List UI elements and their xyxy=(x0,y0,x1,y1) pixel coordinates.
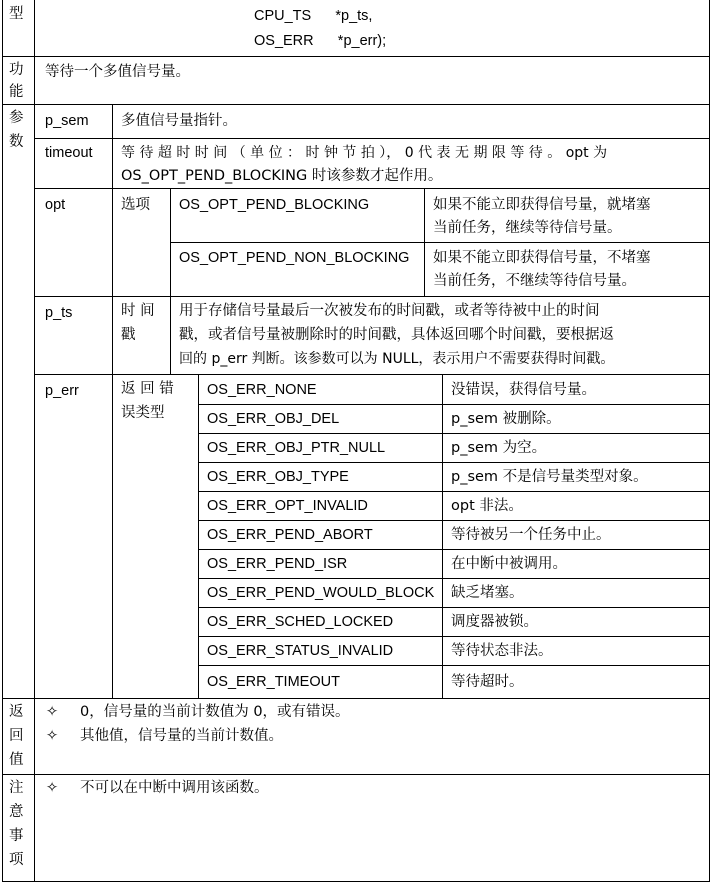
error-desc: 缺乏堵塞。 xyxy=(451,585,524,601)
bullet-icon: ✧ xyxy=(46,704,59,720)
error-desc: p_sem 不是信号量类型对象。 xyxy=(451,469,648,485)
return-item-1: 0，信号量的当前计数值为 0，或有错误。 xyxy=(80,704,350,720)
error-code: OS_ERR_OPT_INVALID xyxy=(207,498,368,514)
bullet-icon: ✧ xyxy=(46,728,59,744)
error-code: OS_ERR_PEND_ABORT xyxy=(207,527,373,543)
notes-label-2: 意 xyxy=(9,804,24,820)
error-desc: p_sem 被删除。 xyxy=(451,411,561,427)
return-label-1: 返 xyxy=(9,704,24,720)
param-p-ts-sublabel-2: 戳 xyxy=(121,327,136,343)
param-p-ts-desc-3: 回的 p_err 判断。该参数可以为 NULL，表示用户不需要获得时间戳。 xyxy=(179,351,615,367)
notes-label-3: 事 xyxy=(9,828,24,844)
opt-non-blocking-name: OS_OPT_PEND_NON_BLOCKING xyxy=(179,250,410,266)
opt-non-blocking-desc-1: 如果不能立即获得信号量，不堵塞 xyxy=(433,250,651,266)
error-code: OS_ERR_NONE xyxy=(207,382,317,398)
error-code: OS_ERR_PEND_ISR xyxy=(207,556,348,572)
error-desc: p_sem 为空。 xyxy=(451,440,547,456)
error-desc: 调度器被锁。 xyxy=(451,614,538,630)
function-text: 等待一个多值信号量。 xyxy=(45,64,190,80)
param-p-ts-sublabel-1: 时 间 xyxy=(121,303,155,319)
notes-label-4: 项 xyxy=(9,852,24,868)
opt-blocking-name: OS_OPT_PEND_BLOCKING xyxy=(179,197,370,213)
opt-blocking-desc-2: 当前任务，继续等待信号量。 xyxy=(433,220,622,236)
param-opt-sublabel: 选项 xyxy=(121,197,150,213)
opt-non-blocking-desc-2: 当前任务，不继续等待信号量。 xyxy=(433,273,636,289)
param-p-ts-desc-1: 用于存储信号量最后一次被发布的时间戳，或者等待被中止的时间 xyxy=(179,303,600,319)
error-code: OS_ERR_TIMEOUT xyxy=(207,674,340,690)
prototype-label: 型 xyxy=(9,6,24,22)
prototype-line-1: CPU_TS *p_ts, xyxy=(254,8,373,24)
error-desc: 没错误，获得信号量。 xyxy=(451,382,596,398)
error-desc: 等待超时。 xyxy=(451,674,524,690)
error-desc: 等待状态非法。 xyxy=(451,643,553,659)
error-code: OS_ERR_OBJ_PTR_NULL xyxy=(207,440,386,456)
function-label-1: 功 xyxy=(9,62,24,78)
function-label-2: 能 xyxy=(9,84,24,100)
error-desc: 等待被另一个任务中止。 xyxy=(451,527,611,543)
param-p-ts-name: p_ts xyxy=(45,305,73,321)
error-code: OS_ERR_OBJ_TYPE xyxy=(207,469,349,485)
param-opt-name: opt xyxy=(45,197,66,213)
param-p-sem-desc: 多值信号量指针。 xyxy=(121,113,237,129)
params-label-1: 参 xyxy=(9,110,24,126)
params-label-2: 数 xyxy=(9,134,24,150)
param-p-err-name: p_err xyxy=(45,383,79,399)
error-code: OS_ERR_PEND_WOULD_BLOCK xyxy=(207,585,435,601)
notes-label-1: 注 xyxy=(9,780,24,796)
param-timeout-desc-1: 等 待 超 时 时 间 （ 单 位 ： 时 钟 节 拍 ）， 0 代 表 无 期 限 等 待 。 opt 为 xyxy=(121,145,608,161)
param-p-ts-desc-2: 戳，或者信号量被删除时的时间戳，具体返回哪个时间戳，要根据返 xyxy=(179,327,614,343)
param-timeout-name: timeout xyxy=(45,145,93,161)
param-p-err-sublabel-2: 误类型 xyxy=(121,405,165,421)
error-code: OS_ERR_SCHED_LOCKED xyxy=(207,614,394,630)
error-desc: opt 非法。 xyxy=(451,498,523,514)
return-item-2: 其他值，信号量的当前计数值。 xyxy=(80,728,283,744)
notes-item-1: 不可以在中断中调用该函数。 xyxy=(80,780,269,796)
prototype-line-2: OS_ERR *p_err); xyxy=(254,33,387,49)
error-code: OS_ERR_STATUS_INVALID xyxy=(207,643,394,659)
return-label-3: 值 xyxy=(9,752,24,768)
error-desc: 在中断中被调用。 xyxy=(451,556,567,572)
param-p-err-sublabel-1: 返 回 错 xyxy=(121,381,174,397)
param-timeout-desc-2: OS_OPT_PEND_BLOCKING 时该参数才起作用。 xyxy=(121,168,443,184)
opt-blocking-desc-1: 如果不能立即获得信号量，就堵塞 xyxy=(433,197,651,213)
return-label-2: 回 xyxy=(9,728,24,744)
param-p-sem-name: p_sem xyxy=(45,113,89,129)
bullet-icon: ✧ xyxy=(46,780,59,796)
error-code: OS_ERR_OBJ_DEL xyxy=(207,411,340,427)
